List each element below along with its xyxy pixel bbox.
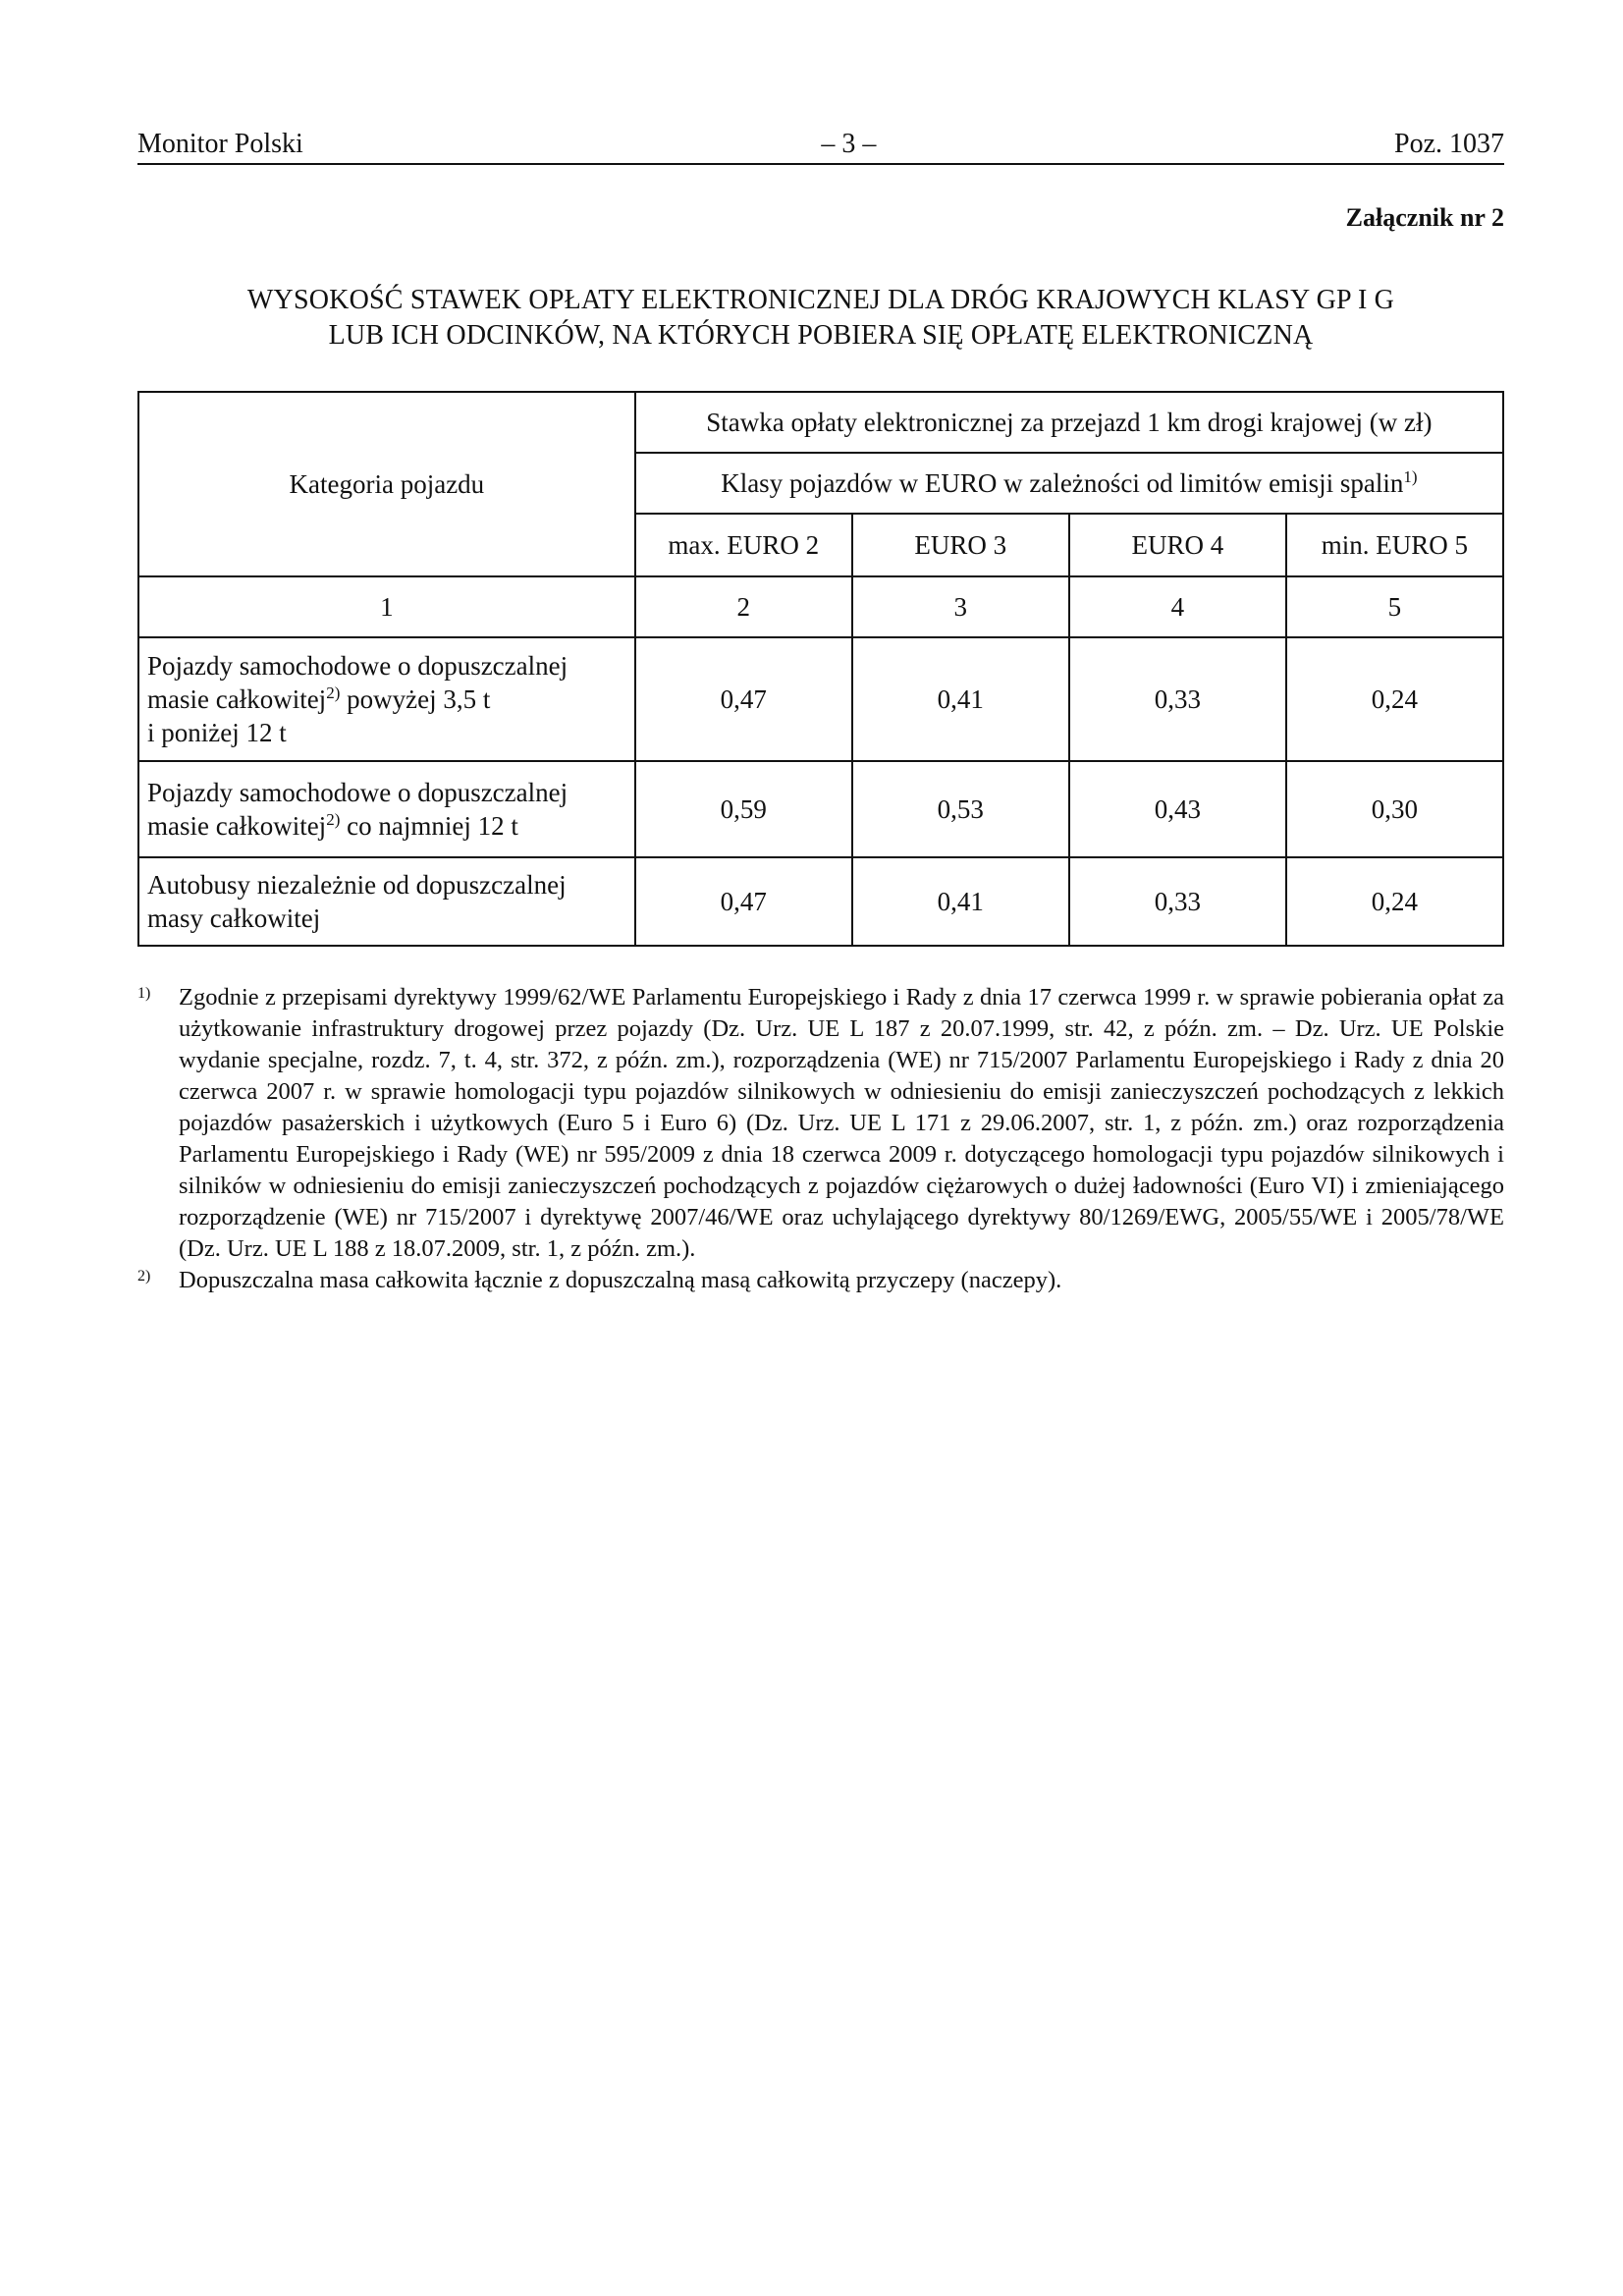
footnote-text: Dopuszczalna masa całkowita łącznie z dopuszczalną masą całkowitą przyczepy (naczepy). — [179, 1267, 1062, 1293]
euro-class-header: min. EURO 5 — [1286, 514, 1503, 576]
euro-class-header: max. EURO 2 — [635, 514, 852, 576]
table-row — [138, 857, 1503, 946]
footnote-ref: 1) — [1403, 466, 1418, 486]
vehicle-category — [138, 637, 635, 761]
rate-value: 0,33 — [1069, 637, 1286, 761]
category-text: masie całkowitej — [147, 811, 327, 841]
footnote-ref: 2) — [326, 810, 341, 829]
footnote — [137, 1265, 1504, 1296]
rates-table — [137, 391, 1504, 947]
header-rate: Stawka opłaty elektronicznej za przejazd 1 km drogi krajowej (w zł) — [635, 392, 1503, 453]
running-head — [137, 128, 1504, 165]
journal-name: Monitor Polski — [137, 129, 303, 159]
category-text: masie całkowitej — [147, 684, 327, 714]
euro-class-header: EURO 3 — [852, 514, 1069, 576]
footnote — [137, 982, 1504, 1265]
footnote-text: Zgodnie z przepisami dyrektywy 1999/62/WE Parlamentu Europejskiego i Rady z dnia 17 czerwca 1999 r. w sprawie pobierania opłat za użytkowanie infrastruktury drogowej przez pojazdy (Dz. Urz. UE L 187 z 20.07.1999, str. 42, z późn. zm. – Dz. Urz. UE Polskie wydanie specjalne, rozdz. 7, t. 4, str. 372, z późn. zm.), rozporządzenia (WE) nr 715/2007 Parlamentu Europejskiego i Rady z dnia 20 czerwca 2007 r. w sprawie homologacji typu pojazdów silnikowych w odniesieniu do emisji zanieczyszczeń pochodzących z lekkich pojazdów pasażerskich i użytkowych (Euro 5 i Euro 6) (Dz. Urz. UE L 171 z 29.06.2007, str. 1, z późn. zm.) oraz rozporządzenia Parlamentu Europejskiego i Rady (WE) nr 595/2009 z dnia 18 czerwca 2009 r. dotyczącego homologacji typu pojazdów silnikowych i silników w odniesieniu do emisji zanieczyszczeń pochodzących z pojazdów ciężarowych o dużej ładowności (Euro VI) i zmieniającego rozporządzenie (WE) nr 715/2007 i dyrektywę 2007/46/WE oraz uchylającego dyrektywy 80/1269/EWG, 2005/55/WE i 2005/78/WE (Dz. Urz. UE L 188 z 18.07.2009, str. 1, z późn. zm.). — [179, 984, 1504, 1262]
rate-value: 0,41 — [852, 857, 1069, 946]
header-classes — [635, 453, 1503, 514]
rate-value: 0,43 — [1069, 761, 1286, 857]
header-classes-text: Klasy pojazdów w EURO w zależności od limitów emisji spalin — [721, 467, 1404, 498]
category-line: Pojazdy samochodowe o dopuszczalnej — [147, 651, 568, 681]
category-line: Autobusy niezależnie od dopuszczalnej — [147, 870, 567, 900]
page-number: – 3 – — [821, 129, 877, 159]
rate-value: 0,59 — [635, 761, 852, 857]
vehicle-category — [138, 761, 635, 857]
rate-value: 0,41 — [852, 637, 1069, 761]
category-line: masy całkowitej — [147, 903, 321, 933]
category-text: powyżej 3,5 t — [340, 684, 491, 714]
rate-value: 0,24 — [1286, 637, 1503, 761]
rate-value: 0,30 — [1286, 761, 1503, 857]
column-number: 1 — [138, 576, 635, 637]
footnote-mark: 2) — [137, 1268, 151, 1285]
header-category: Kategoria pojazdu — [138, 392, 635, 576]
table-row — [138, 637, 1503, 761]
column-number-row — [138, 576, 1503, 637]
rate-value: 0,47 — [635, 637, 852, 761]
rate-value: 0,24 — [1286, 857, 1503, 946]
category-line — [147, 809, 626, 843]
category-line: Pojazdy samochodowe o dopuszczalnej — [147, 778, 568, 807]
category-line — [147, 683, 626, 716]
vehicle-category — [138, 857, 635, 946]
document-title — [137, 283, 1504, 354]
item-number: Poz. 1037 — [1394, 129, 1504, 159]
footnote-mark: 1) — [137, 985, 151, 1002]
rate-value: 0,47 — [635, 857, 852, 946]
table-row — [138, 761, 1503, 857]
euro-class-header: EURO 4 — [1069, 514, 1286, 576]
column-number: 2 — [635, 576, 852, 637]
header-row-1 — [138, 392, 1503, 453]
footnote-ref: 2) — [326, 683, 341, 702]
document-title-line-1: WYSOKOŚĆ STAWEK OPŁATY ELEKTRONICZNEJ DLA DRÓG KRAJOWYCH KLASY GP I G — [246, 285, 1395, 315]
rate-value: 0,53 — [852, 761, 1069, 857]
category-text: co najmniej 12 t — [340, 811, 518, 841]
annex-label: Załącznik nr 2 — [1345, 203, 1504, 232]
document-title-line-2: LUB ICH ODCINKÓW, NA KTÓRYCH POBIERA SIĘ OPŁATĘ ELEKTRONICZNĄ — [328, 320, 1314, 351]
category-line: i poniżej 12 t — [147, 718, 287, 747]
column-number: 4 — [1069, 576, 1286, 637]
document-page — [137, 128, 1504, 1296]
footnotes — [137, 982, 1504, 1296]
rate-value: 0,33 — [1069, 857, 1286, 946]
column-number: 3 — [852, 576, 1069, 637]
column-number: 5 — [1286, 576, 1503, 637]
